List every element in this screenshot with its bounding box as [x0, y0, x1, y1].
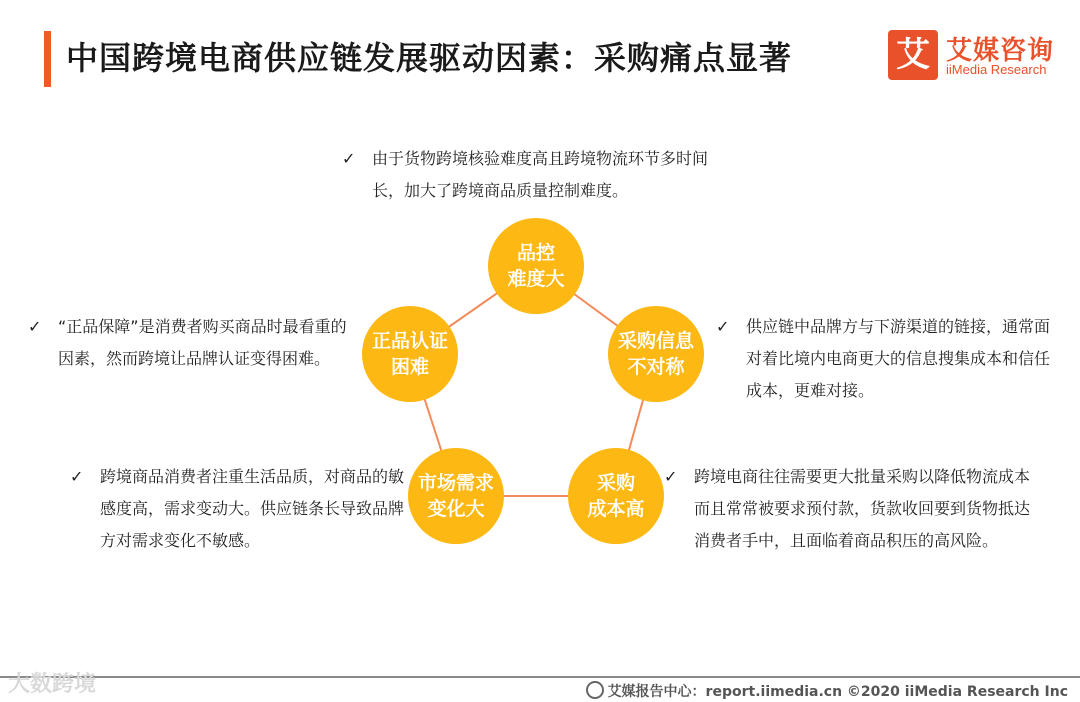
node-info-asymmetry: 采购信息 不对称: [608, 306, 704, 402]
page-title: 中国跨境电商供应链发展驱动因素：采购痛点显著: [66, 39, 793, 77]
globe-icon: [586, 681, 604, 699]
note-market-demand: ✓ 跨境商品消费者注重生活品质，对商品的敏感度高，需求变动大。供应链条长导致品牌方对需求变化不敏感。: [70, 461, 404, 557]
node-quality-control: 品控 难度大: [488, 218, 584, 314]
footer-source: [586, 681, 1068, 701]
logo-mark-icon: 艾: [888, 30, 938, 80]
note-info-asymmetry: ✓ 供应链中品牌方与下游渠道的链接，通常面对着比境内电商更大的信息搜集成本和信任成本，更难对接。: [716, 311, 1056, 407]
check-icon: ✓: [342, 149, 356, 168]
check-icon: ✓: [28, 317, 42, 336]
note-authenticity: ✓ “正品保障”是消费者购买商品时最看重的因素，然而跨境让品牌认证变得困难。: [28, 311, 352, 375]
node-market-demand: 市场需求 变化大: [408, 448, 504, 544]
watermark: 大数跨境: [8, 672, 97, 697]
footer-text: 艾媒报告中心：report.iimedia.cn ©2020 iiMedia Research Inc: [607, 684, 1068, 700]
note-procurement-cost: ✓ 跨境电商往往需要更大批量采购以降低物流成本而且常常被要求预付款，货款收回要到货物抵达消费者手中，且面临着商品积压的高风险。: [664, 461, 1032, 557]
check-icon: ✓: [70, 467, 84, 486]
check-icon: ✓: [716, 317, 730, 336]
node-procurement-cost: 采购 成本高: [568, 448, 664, 544]
logo-chinese-name: 艾媒咨询: [946, 36, 1055, 66]
footer-divider: [0, 676, 1080, 678]
note-quality-control: ✓ 由于货物跨境核验难度高且跨境物流环节多时间长，加大了跨境商品质量控制难度。: [342, 143, 722, 207]
node-authenticity: 正品认证 困难: [362, 306, 458, 402]
check-icon: ✓: [664, 467, 678, 486]
logo-english-name: iiMedia Research: [946, 62, 1047, 77]
